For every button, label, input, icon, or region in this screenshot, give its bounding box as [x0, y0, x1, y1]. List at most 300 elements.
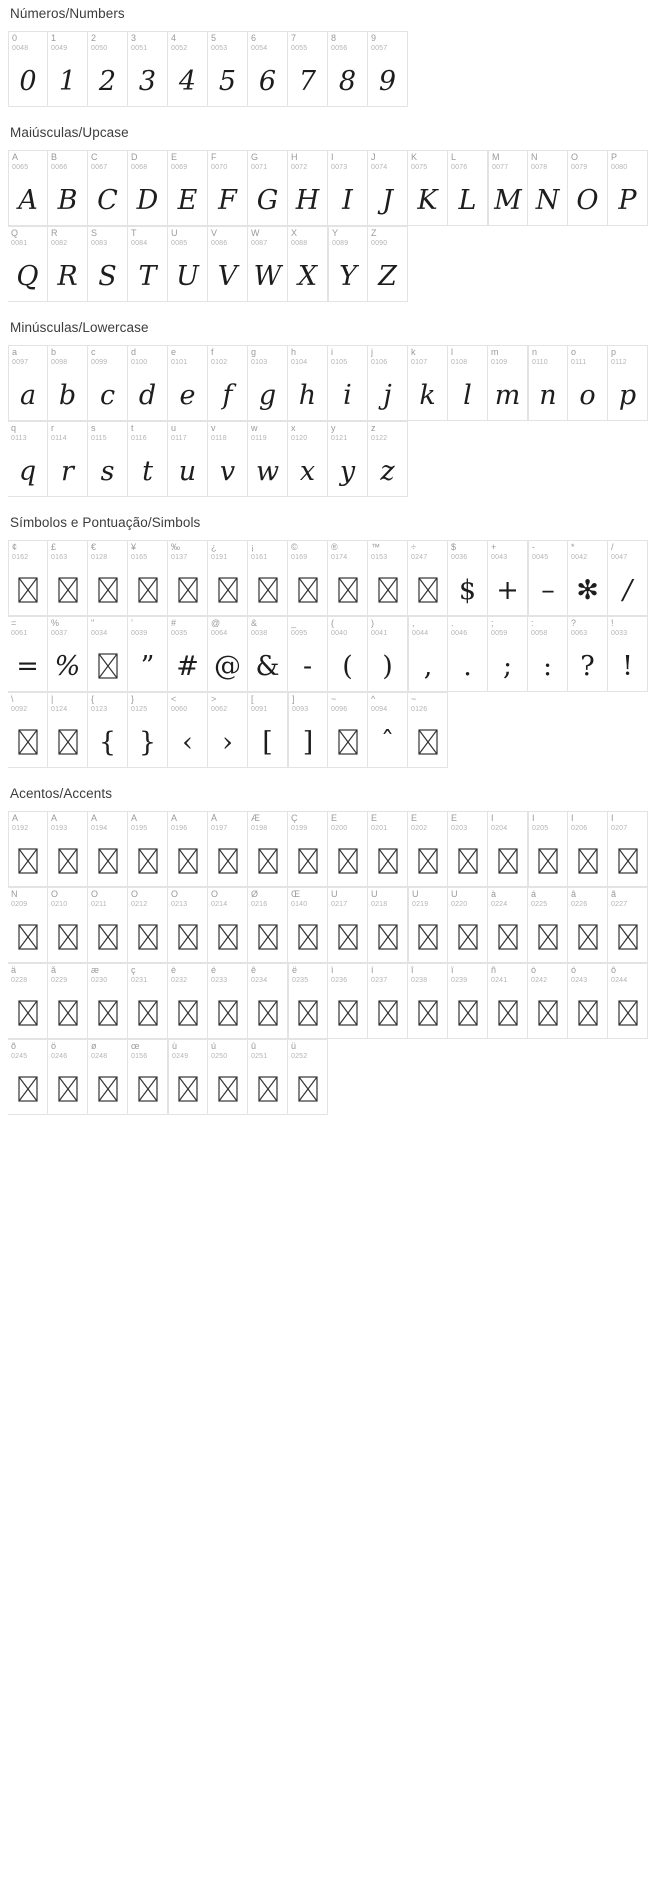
glyph-code-label: 0102: [211, 359, 228, 366]
glyph-cell[interactable]: [168, 692, 208, 768]
glyph-cell[interactable]: [48, 616, 88, 692]
glyph-code-label: 0066: [51, 164, 68, 171]
glyph-preview: [408, 719, 447, 765]
glyph-cell[interactable]: [88, 421, 128, 497]
glyph-cell[interactable]: [568, 150, 608, 226]
glyph-cell[interactable]: [328, 31, 368, 107]
glyph-cell[interactable]: [288, 616, 328, 692]
glyph-cell[interactable]: [8, 345, 48, 421]
glyph-code-label: 0201: [371, 825, 388, 832]
glyph-cell[interactable]: [448, 345, 488, 421]
glyph-preview: ”: [140, 650, 155, 682]
glyph-meta: [528, 966, 567, 984]
glyph-cell[interactable]: [288, 540, 328, 616]
glyph-cell[interactable]: [208, 616, 248, 692]
glyph-cell[interactable]: [48, 421, 88, 497]
glyph-code-label: 0067: [91, 164, 108, 171]
glyph-meta: [88, 814, 127, 832]
glyph-preview: !: [622, 650, 633, 682]
glyph-meta: [408, 695, 447, 713]
glyph-character-label: T: [131, 229, 137, 238]
glyph-code-label: 0049: [51, 45, 68, 52]
glyph-cell[interactable]: [168, 31, 208, 107]
glyph-cell[interactable]: [248, 345, 288, 421]
glyph-cell[interactable]: [328, 963, 368, 1039]
glyph-cell[interactable]: [448, 540, 488, 616]
glyph-code-label: 0140: [291, 901, 308, 908]
glyph-character-label: Z: [371, 229, 377, 238]
glyph-cell[interactable]: [88, 963, 128, 1039]
glyph-character-label: Â: [91, 814, 98, 823]
glyph-cell[interactable]: [168, 345, 208, 421]
glyph-cell[interactable]: [168, 150, 208, 226]
glyph-code-label: 0072: [291, 164, 308, 171]
glyph-cell[interactable]: [48, 540, 88, 616]
glyph-character-label: J: [371, 153, 376, 162]
glyph-meta: [409, 890, 447, 908]
glyph-cell[interactable]: [448, 150, 488, 226]
glyph-cell[interactable]: [608, 345, 648, 421]
glyph-cell[interactable]: [488, 887, 528, 963]
glyph-meta: [128, 34, 167, 52]
glyph-meta: [248, 890, 287, 908]
glyph-cell[interactable]: [8, 811, 48, 887]
glyph-cell[interactable]: [608, 963, 648, 1039]
glyph-cell[interactable]: [488, 345, 528, 421]
glyph-cell[interactable]: [168, 811, 208, 887]
glyph-cell[interactable]: [208, 150, 248, 226]
glyph-cell[interactable]: [368, 692, 408, 768]
glyph-cell[interactable]: [568, 811, 608, 887]
section-title: Números/Numbers: [10, 6, 125, 21]
glyph-preview: [328, 914, 367, 960]
glyph-cell[interactable]: [328, 226, 368, 302]
glyph-grid: [8, 31, 653, 107]
glyph-preview: [8, 990, 47, 1036]
glyph-cell[interactable]: [608, 811, 648, 887]
glyph-character-label: ê: [251, 966, 257, 975]
glyph-cell[interactable]: [448, 963, 488, 1039]
glyph-cell[interactable]: [408, 963, 448, 1039]
glyph-cell[interactable]: [208, 345, 248, 421]
glyph-character-label: Å: [211, 814, 218, 823]
missing-glyph-icon: [258, 1076, 278, 1102]
glyph-meta: [408, 814, 447, 832]
glyph-cell[interactable]: [208, 811, 248, 887]
glyph-cell[interactable]: [128, 226, 168, 302]
glyph-meta: [608, 153, 647, 171]
glyph-cell[interactable]: [608, 616, 648, 692]
glyph-code-label: 0095: [291, 630, 308, 637]
glyph-cell[interactable]: [328, 887, 368, 963]
glyph-character-label: 0: [12, 34, 18, 43]
glyph-cell[interactable]: [288, 345, 328, 421]
glyph-cell[interactable]: [408, 616, 448, 692]
glyph-meta: [88, 966, 127, 984]
glyph-cell[interactable]: [8, 540, 48, 616]
glyph-cell[interactable]: [168, 616, 208, 692]
glyph-cell[interactable]: [48, 31, 88, 107]
glyph-character-label: 9: [371, 34, 377, 43]
glyph-cell[interactable]: [48, 226, 88, 302]
glyph-meta: [248, 34, 287, 52]
missing-glyph-icon: [98, 577, 118, 603]
glyph-cell[interactable]: [368, 31, 408, 107]
glyph-preview: j: [383, 379, 392, 411]
glyph-cell[interactable]: [528, 540, 568, 616]
glyph-code-label: 0108: [451, 359, 468, 366]
glyph-code-label: 0236: [331, 977, 348, 984]
glyph-preview: 1: [58, 65, 77, 97]
glyph-cell[interactable]: [288, 963, 328, 1039]
glyph-cell[interactable]: [368, 150, 408, 226]
glyph-cell[interactable]: [488, 963, 528, 1039]
glyph-character-label: A: [12, 153, 19, 162]
glyph-cell[interactable]: [88, 150, 128, 226]
glyph-cell[interactable]: [168, 421, 208, 497]
glyph-character-label: ù: [172, 1042, 178, 1051]
glyph-cell[interactable]: [568, 540, 608, 616]
glyph-code-label: 0035: [171, 630, 188, 637]
glyph-cell[interactable]: [128, 1039, 168, 1115]
glyph-cell[interactable]: [568, 963, 608, 1039]
glyph-cell[interactable]: [288, 31, 328, 107]
glyph-cell[interactable]: [8, 31, 48, 107]
glyph-cell[interactable]: [88, 540, 128, 616]
missing-glyph-icon: [138, 848, 158, 874]
glyph-meta: [328, 890, 367, 908]
glyph-cell[interactable]: [88, 692, 128, 768]
glyph-preview: [288, 1066, 327, 1112]
glyph-meta: [168, 153, 207, 171]
glyph-cell[interactable]: [248, 963, 288, 1039]
glyph-code-label: 0238: [411, 977, 428, 984]
glyph-cell[interactable]: [48, 345, 88, 421]
glyph-cell[interactable]: [568, 345, 608, 421]
glyph-cell[interactable]: [528, 616, 568, 692]
glyph-cell[interactable]: [608, 887, 648, 963]
glyph-code-label: 0122: [371, 435, 388, 442]
glyph-cell[interactable]: [208, 1039, 248, 1115]
glyph-cell[interactable]: [608, 540, 648, 616]
glyph-character-label: ü: [291, 1042, 297, 1051]
glyph-preview: d: [138, 379, 157, 411]
glyph-cell[interactable]: [288, 692, 328, 768]
glyph-meta: [128, 229, 167, 247]
glyph-cell[interactable]: [368, 226, 408, 302]
glyph-cell[interactable]: [248, 150, 288, 226]
glyph-meta: [328, 543, 367, 561]
glyph-preview: [368, 990, 407, 1036]
glyph-cell[interactable]: [88, 811, 128, 887]
glyph-code-label: 0197: [211, 825, 228, 832]
glyph-cell[interactable]: [88, 31, 128, 107]
glyph-character-label: j: [371, 348, 373, 357]
glyph-preview: [328, 838, 367, 884]
glyph-cell[interactable]: [128, 616, 168, 692]
glyph-cell[interactable]: [88, 345, 128, 421]
glyph-meta: [248, 229, 287, 247]
glyph-cell[interactable]: [408, 540, 448, 616]
glyph-cell[interactable]: [408, 811, 448, 887]
glyph-cell[interactable]: [88, 1039, 128, 1115]
glyph-cell[interactable]: [608, 150, 648, 226]
glyph-character-label: É: [371, 814, 378, 823]
glyph-code-label: 0115: [91, 435, 107, 442]
glyph-cell[interactable]: [128, 345, 168, 421]
glyph-code-label: 0252: [291, 1053, 308, 1060]
glyph-preview: [608, 838, 647, 884]
glyph-cell[interactable]: [288, 150, 328, 226]
glyph-meta: [328, 424, 367, 442]
glyph-cell[interactable]: [568, 616, 608, 692]
glyph-cell[interactable]: [168, 540, 208, 616]
glyph-preview: [248, 990, 287, 1036]
glyph-cell[interactable]: [328, 150, 368, 226]
glyph-code-label: 0162: [12, 554, 29, 561]
glyph-cell[interactable]: [288, 421, 328, 497]
glyph-cell[interactable]: [248, 540, 288, 616]
glyph-cell[interactable]: [528, 811, 568, 887]
glyph-cell[interactable]: [8, 616, 48, 692]
glyph-cell[interactable]: [488, 540, 528, 616]
glyph-cell[interactable]: [368, 963, 408, 1039]
glyph-cell[interactable]: [248, 226, 288, 302]
glyph-character-label: Œ: [291, 890, 300, 899]
glyph-cell[interactable]: [568, 887, 608, 963]
glyph-preview: =: [16, 650, 39, 682]
section-title: Acentos/Accents: [10, 786, 113, 801]
glyph-character-label: |: [51, 695, 54, 704]
glyph-cell[interactable]: [368, 540, 408, 616]
missing-glyph-icon: [218, 1000, 238, 1026]
glyph-cell[interactable]: [8, 1039, 48, 1115]
missing-glyph-icon: [338, 848, 358, 874]
glyph-cell[interactable]: [328, 811, 368, 887]
missing-glyph-icon: [418, 848, 438, 874]
glyph-cell[interactable]: [328, 345, 368, 421]
glyph-cell[interactable]: [408, 692, 448, 768]
glyph-cell[interactable]: [128, 150, 168, 226]
glyph-cell[interactable]: [248, 616, 288, 692]
glyph-code-label: 0079: [571, 164, 588, 171]
glyph-cell[interactable]: [8, 887, 48, 963]
glyph-character-label: Ñ: [11, 890, 18, 899]
glyph-cell[interactable]: [8, 150, 48, 226]
glyph-cell[interactable]: [528, 150, 568, 226]
glyph-cell[interactable]: [488, 150, 528, 226]
glyph-cell[interactable]: [128, 421, 168, 497]
glyph-code-label: 0241: [491, 977, 508, 984]
glyph-character-label: D: [131, 153, 138, 162]
glyph-cell[interactable]: [128, 887, 168, 963]
missing-glyph-icon: [338, 924, 358, 950]
glyph-cell[interactable]: [368, 421, 408, 497]
glyph-meta: [8, 1042, 47, 1060]
glyph-cell[interactable]: [168, 887, 208, 963]
glyph-preview: C: [97, 184, 118, 216]
glyph-meta: [8, 695, 47, 713]
glyph-cell[interactable]: [208, 692, 248, 768]
glyph-preview: [88, 838, 127, 884]
glyph-cell[interactable]: [128, 692, 168, 768]
glyph-preview: 2: [98, 65, 117, 97]
glyph-meta: [448, 890, 487, 908]
glyph-preview: [328, 719, 367, 765]
glyph-cell[interactable]: [8, 421, 48, 497]
glyph-cell[interactable]: [88, 616, 128, 692]
glyph-character-label: t: [131, 424, 134, 433]
missing-glyph-icon: [338, 1000, 358, 1026]
glyph-cell[interactable]: [368, 616, 408, 692]
glyph-character-label: (: [331, 619, 334, 628]
glyph-meta: [408, 966, 447, 984]
glyph-code-label: 0069: [171, 164, 188, 171]
glyph-code-label: 0213: [171, 901, 188, 908]
glyph-preview: {: [98, 726, 117, 758]
glyph-preview: B: [57, 184, 78, 216]
missing-glyph-icon: [298, 924, 318, 950]
glyph-character-label: f: [211, 348, 214, 357]
glyph-cell[interactable]: [48, 811, 88, 887]
glyph-meta: [289, 695, 327, 713]
glyph-cell[interactable]: [368, 811, 408, 887]
glyph-cell[interactable]: [48, 887, 88, 963]
glyph-code-label: 0101: [171, 359, 188, 366]
glyph-cell[interactable]: [248, 421, 288, 497]
glyph-preview: Z: [378, 260, 397, 292]
glyph-cell[interactable]: [248, 31, 288, 107]
glyph-cell[interactable]: [208, 226, 248, 302]
glyph-meta: [9, 543, 47, 561]
glyph-code-label: 0198: [251, 825, 268, 832]
glyph-meta: [88, 34, 127, 52]
glyph-cell[interactable]: [488, 811, 528, 887]
glyph-cell[interactable]: [8, 226, 48, 302]
glyph-meta: [568, 890, 607, 908]
glyph-character-label: ’: [131, 619, 133, 628]
glyph-code-label: 0055: [291, 45, 308, 52]
glyph-cell[interactable]: [248, 1039, 288, 1115]
glyph-cell[interactable]: [128, 540, 168, 616]
glyph-code-label: 0057: [371, 45, 388, 52]
missing-glyph-icon: [258, 924, 278, 950]
glyph-cell[interactable]: [448, 887, 488, 963]
glyph-meta: [168, 34, 207, 52]
missing-glyph-icon: [418, 577, 438, 603]
glyph-cell[interactable]: [488, 616, 528, 692]
glyph-meta: [368, 619, 407, 637]
glyph-code-label: 0094: [371, 706, 388, 713]
glyph-meta: [568, 619, 607, 637]
glyph-cell[interactable]: [288, 226, 328, 302]
glyph-code-label: 0098: [51, 359, 68, 366]
glyph-cell[interactable]: [248, 887, 288, 963]
glyph-preview: 0: [19, 65, 37, 97]
glyph-cell[interactable]: [208, 963, 248, 1039]
glyph-cell[interactable]: [368, 345, 408, 421]
glyph-cell[interactable]: [208, 887, 248, 963]
glyph-cell[interactable]: [408, 887, 448, 963]
glyph-cell[interactable]: [208, 421, 248, 497]
glyph-cell[interactable]: [168, 226, 208, 302]
glyph-cell[interactable]: [248, 692, 288, 768]
glyph-cell[interactable]: [328, 616, 368, 692]
glyph-character-label: @: [211, 619, 221, 628]
missing-glyph-icon: [538, 1000, 558, 1026]
glyph-meta: [128, 619, 167, 637]
glyph-meta: [368, 543, 407, 561]
section-title: Maiúsculas/Upcase: [10, 125, 129, 140]
glyph-cell[interactable]: [88, 226, 128, 302]
glyph-cell[interactable]: [528, 887, 568, 963]
glyph-cell[interactable]: [88, 887, 128, 963]
glyph-cell[interactable]: [48, 1039, 88, 1115]
glyph-meta: [88, 424, 127, 442]
glyph-cell[interactable]: [288, 811, 328, 887]
glyph-meta: [8, 619, 47, 637]
glyph-cell[interactable]: [128, 811, 168, 887]
glyph-code-label: 0042: [571, 554, 588, 561]
glyph-meta: [208, 348, 247, 366]
glyph-meta: [208, 966, 247, 984]
glyph-preview: (: [342, 650, 353, 682]
glyph-cell[interactable]: [208, 540, 248, 616]
glyph-preview: [48, 838, 87, 884]
glyph-cell[interactable]: [168, 1039, 208, 1115]
glyph-cell[interactable]: [128, 963, 168, 1039]
glyph-code-label: 0105: [331, 359, 348, 366]
glyph-preview: [128, 567, 167, 613]
glyph-cell[interactable]: [48, 963, 88, 1039]
glyph-preview: [88, 1066, 127, 1112]
glyph-meta: [208, 619, 247, 637]
glyph-cell[interactable]: [328, 540, 368, 616]
glyph-code-label: 0052: [171, 45, 188, 52]
glyph-cell[interactable]: [408, 345, 448, 421]
glyph-meta: [448, 619, 487, 637]
glyph-code-label: 0099: [91, 359, 108, 366]
glyph-cell[interactable]: [48, 692, 88, 768]
glyph-cell[interactable]: [208, 31, 248, 107]
glyph-cell[interactable]: [168, 963, 208, 1039]
glyph-cell[interactable]: [48, 150, 88, 226]
glyph-character-label: {: [91, 695, 95, 704]
glyph-cell[interactable]: [128, 31, 168, 107]
glyph-cell[interactable]: [368, 887, 408, 963]
glyph-cell[interactable]: [288, 887, 328, 963]
glyph-cell[interactable]: [8, 692, 48, 768]
glyph-cell[interactable]: [8, 963, 48, 1039]
glyph-code-label: 0219: [412, 901, 429, 908]
glyph-cell[interactable]: [408, 150, 448, 226]
glyph-code-label: 0053: [211, 45, 228, 52]
glyph-code-label: 0210: [51, 901, 68, 908]
glyph-cell[interactable]: [448, 811, 488, 887]
glyph-code-label: 0169: [291, 554, 308, 561]
glyph-cell[interactable]: [288, 1039, 328, 1115]
glyph-cell[interactable]: [328, 692, 368, 768]
glyph-code-label: 0229: [51, 977, 68, 984]
glyph-cell[interactable]: [528, 963, 568, 1039]
glyph-cell[interactable]: [248, 811, 288, 887]
glyph-character-label: P: [611, 153, 618, 162]
glyph-meta: [489, 153, 527, 171]
glyph-cell[interactable]: [448, 616, 488, 692]
glyph-meta: [169, 1042, 207, 1060]
glyph-cell[interactable]: [528, 345, 568, 421]
glyph-cell[interactable]: [328, 421, 368, 497]
